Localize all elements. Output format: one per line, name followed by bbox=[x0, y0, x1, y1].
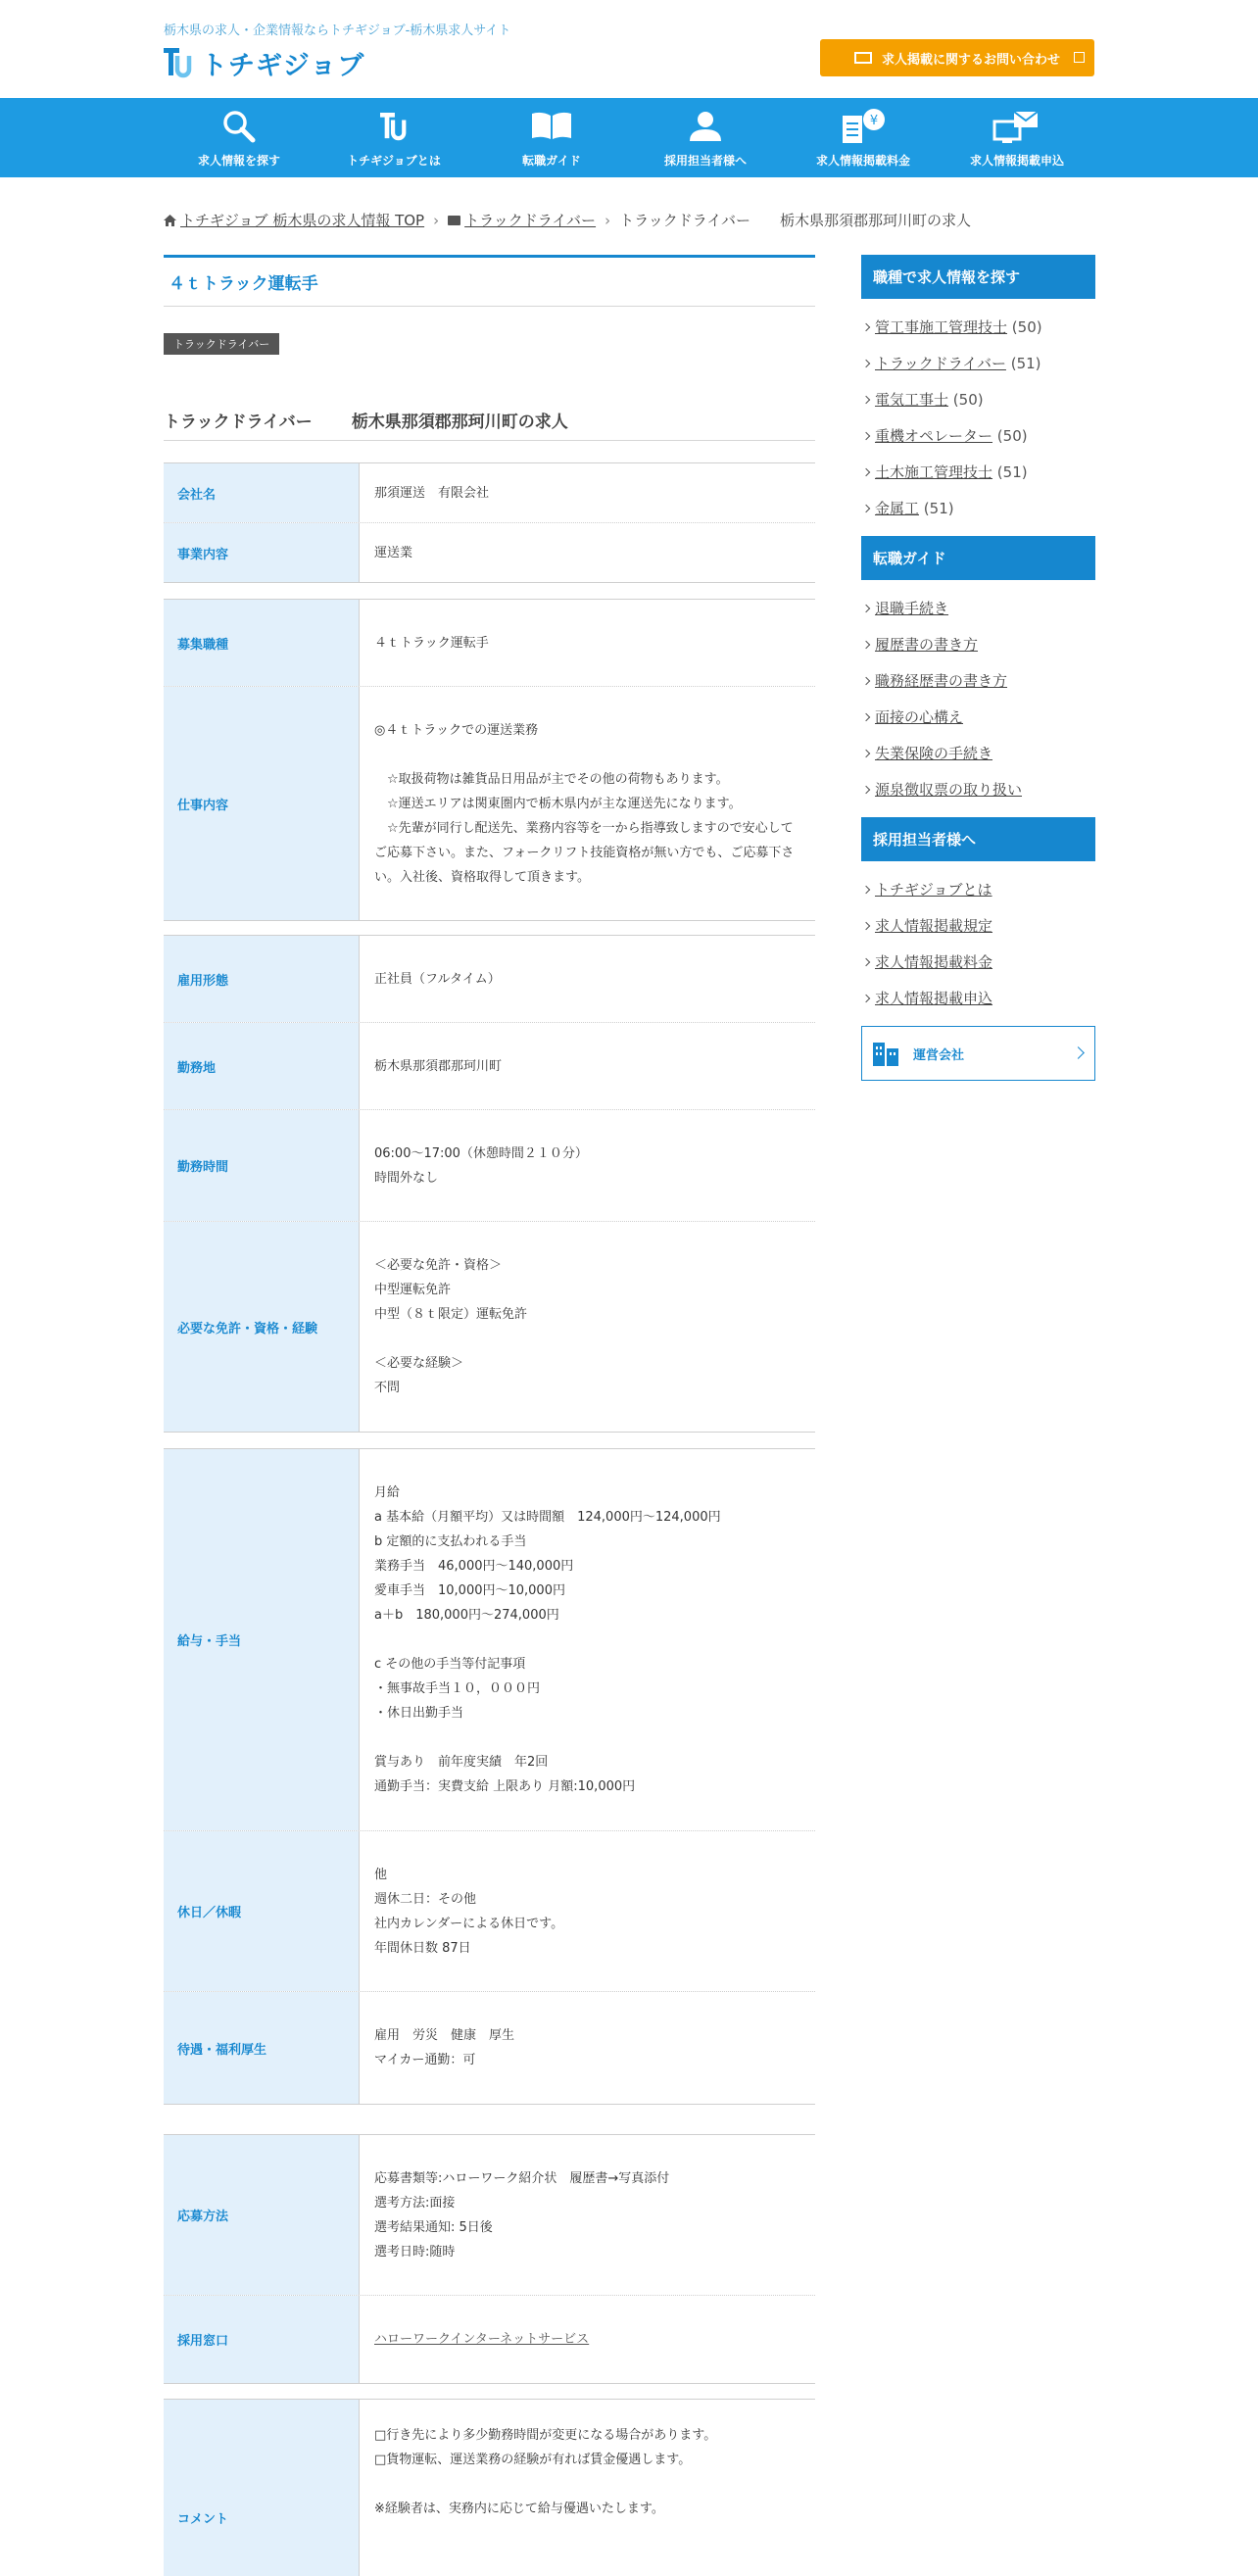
row-label: 募集職種 bbox=[164, 600, 360, 686]
nav-label: 転職ガイド bbox=[522, 154, 581, 168]
chevron-right-icon bbox=[862, 676, 870, 684]
sidebar-heading-recruiters: 採用担当者様へ bbox=[861, 817, 1095, 861]
chevron-right-icon bbox=[862, 957, 870, 965]
chevron-right-icon bbox=[862, 395, 870, 403]
row-label: 休日／休暇 bbox=[164, 1831, 360, 1991]
row-value: 運送業 bbox=[374, 545, 413, 560]
sidebar-item bbox=[861, 735, 1095, 771]
mail-icon bbox=[854, 52, 872, 64]
row-value: 他 週休二日：その他 社内カレンダーによる休日です。 年間休日数 87日 bbox=[374, 1867, 564, 1956]
info-row bbox=[164, 936, 815, 1023]
building-icon bbox=[872, 1041, 899, 1066]
row-value: 月給 a 基本給（月額平均）又は時間額 124,000円～124,000円 b 定額的に支払われる手当 業務手当 46,000円～140,000円 愛車手当 10,000円～10,000円 a＋b 180,000円～274,000円 c その他の手当等付記事項 ・無事故手当１０，０００円 ・休日出勤手当 賞与あり 前年度実績 年2回 通勤手当：実費支給 上限あり 月額:10,000円 bbox=[374, 1485, 721, 1794]
info-row bbox=[164, 2400, 815, 2576]
sidebar-item bbox=[861, 417, 1095, 454]
nav-item-recruiters[interactable] bbox=[632, 98, 779, 177]
sidebar-item bbox=[861, 381, 1095, 417]
nav-item-search[interactable] bbox=[166, 98, 313, 177]
subhead-place: 栃木県那須郡那珂川町の求人 bbox=[351, 413, 568, 432]
sidebar-item bbox=[861, 490, 1095, 526]
sidebar-item-link[interactable]: 職務経歴書の書き方 bbox=[875, 672, 1008, 690]
row-label: 待遇・福利厚生 bbox=[164, 1992, 360, 2104]
nav-item-pricing[interactable] bbox=[790, 98, 937, 177]
info-row bbox=[164, 600, 815, 687]
sidebar-item-link[interactable]: 重機オペレーター bbox=[875, 427, 993, 445]
sidebar-item-link[interactable]: 土木施工管理技士 bbox=[875, 463, 993, 481]
row-value: 正社員（フルタイム） bbox=[374, 971, 501, 987]
chevron-right-icon bbox=[862, 749, 870, 756]
hellowork-link[interactable]: ハローワークインターネットサービス bbox=[374, 2332, 590, 2347]
info-section-company bbox=[164, 462, 815, 583]
external-link-icon bbox=[1074, 52, 1085, 63]
chevron-right-icon bbox=[862, 994, 870, 1001]
sidebar-item bbox=[861, 980, 1095, 1016]
site-logo[interactable] bbox=[164, 43, 364, 82]
row-value: 雇用 労災 健康 厚生 マイカー通勤：可 bbox=[374, 2028, 515, 2067]
search-icon bbox=[222, 110, 256, 143]
row-value: ＜必要な免許・資格＞ 中型運転免許 中型（８ｔ限定）運転免許 ＜必要な経験＞ 不問 bbox=[374, 1258, 528, 1395]
sidebar-item bbox=[861, 662, 1095, 699]
info-row bbox=[164, 1023, 815, 1110]
sidebar-item-count: (50) bbox=[996, 426, 1028, 445]
logo-mark-icon bbox=[380, 110, 408, 143]
contact-button-label: 求人掲載に関するお問い合わせ bbox=[881, 52, 1060, 68]
row-label: 給与・手当 bbox=[164, 1449, 360, 1830]
breadcrumb-category-link[interactable]: トラックドライバー bbox=[464, 212, 597, 229]
subhead-job: トラックドライバー bbox=[164, 413, 313, 432]
nav-label: 求人情報掲載申込 bbox=[969, 154, 1064, 168]
chevron-right-icon bbox=[862, 785, 870, 793]
sidebar-item-link[interactable]: 求人情報掲載申込 bbox=[875, 990, 993, 1007]
row-label: 勤務地 bbox=[164, 1023, 360, 1109]
operator-company-button[interactable] bbox=[861, 1026, 1095, 1081]
info-row bbox=[164, 1992, 815, 2104]
sidebar-item-link[interactable]: 失業保険の手続き bbox=[875, 745, 993, 762]
sidebar bbox=[861, 255, 1095, 1081]
logo-mark-icon bbox=[164, 46, 193, 79]
nav-label: 採用担当者様へ bbox=[663, 154, 747, 168]
sidebar-heading-guide: 転職ガイド bbox=[861, 536, 1095, 580]
row-value: ４ｔトラック運転手 bbox=[374, 635, 489, 651]
info-section-conditions bbox=[164, 935, 815, 1433]
category-tag[interactable]: トラックドライバー bbox=[164, 333, 279, 355]
contact-button[interactable] bbox=[820, 39, 1094, 76]
row-label: 事業内容 bbox=[164, 523, 360, 582]
sidebar-item bbox=[861, 626, 1095, 662]
info-row bbox=[164, 523, 815, 582]
folder-icon bbox=[448, 216, 460, 225]
sidebar-item-link[interactable]: 求人情報掲載料金 bbox=[875, 953, 993, 971]
sidebar-item-link[interactable]: 履歴書の書き方 bbox=[875, 636, 979, 654]
row-label: 応募方法 bbox=[164, 2135, 360, 2295]
sidebar-item-link[interactable]: 求人情報掲載規定 bbox=[875, 917, 993, 935]
info-row bbox=[164, 1831, 815, 1992]
info-row bbox=[164, 2135, 815, 2296]
sidebar-item-link[interactable]: 面接の心構え bbox=[875, 708, 964, 726]
sidebar-list-jobtypes bbox=[861, 299, 1095, 536]
row-value: 栃木県那須郡那珂川町 bbox=[374, 1058, 503, 1074]
chevron-right-icon bbox=[862, 467, 870, 475]
sidebar-item-link[interactable]: 源泉徴収票の取り扱い bbox=[875, 781, 1023, 799]
chevron-right-icon: › bbox=[433, 211, 440, 229]
chevron-right-icon bbox=[862, 359, 870, 366]
sidebar-item bbox=[861, 454, 1095, 490]
info-row bbox=[164, 2296, 815, 2383]
nav-item-about[interactable] bbox=[320, 98, 467, 177]
row-value: ◎４ｔトラックでの運送業務 ☆取扱荷物は雑貨品日用品が主でその他の荷物もあります。 ☆運送エリアは関東圏内で栃木県内が主な運送先になります。 ☆先輩が同行し配送先、業務内容等を一から指導致しますので安心してご応募下さい。また、フォークリフト技能資格が無い方でも、ご応募下さい。入社後、資格取得して頂きます。 bbox=[374, 722, 795, 885]
sidebar-item-count: (50) bbox=[952, 390, 984, 409]
sidebar-item-link[interactable]: 退職手続き bbox=[875, 600, 949, 617]
breadcrumb bbox=[164, 210, 971, 230]
job-subheading bbox=[164, 408, 815, 441]
nav-item-guide[interactable] bbox=[478, 98, 625, 177]
sidebar-item bbox=[861, 590, 1095, 626]
nav-label: 求人情報掲載料金 bbox=[815, 154, 910, 168]
sidebar-item-count: (50) bbox=[1011, 317, 1042, 336]
info-row bbox=[164, 1110, 815, 1222]
sidebar-list-recruiters bbox=[861, 861, 1095, 1026]
svg-text:¥: ¥ bbox=[869, 114, 879, 128]
chevron-right-icon bbox=[862, 921, 870, 929]
row-value: 06:00～17:00（休憩時間２１０分） 時間外なし bbox=[374, 1145, 588, 1186]
sidebar-item-link[interactable]: 電気工事士 bbox=[875, 391, 949, 409]
info-row bbox=[164, 1222, 815, 1432]
nav-item-apply[interactable] bbox=[944, 98, 1090, 177]
row-value bbox=[360, 2296, 815, 2383]
row-value: 応募書類等:ハローワーク紹介状 履歴書→写真添付 選考方法:面接 選考結果通知: 5日後 選考日時:随時 bbox=[374, 2170, 670, 2260]
row-label: 必要な免許・資格・経験 bbox=[164, 1222, 360, 1432]
row-label: 勤務時間 bbox=[164, 1110, 360, 1221]
sidebar-item-link[interactable]: 金属工 bbox=[875, 500, 920, 517]
sidebar-item-count: (51) bbox=[996, 462, 1028, 481]
info-row bbox=[164, 1449, 815, 1831]
home-icon bbox=[164, 215, 176, 226]
site-tagline: 栃木県の求人・企業情報ならトチギジョブ-栃木県求人サイト bbox=[164, 24, 511, 38]
row-label: コメント bbox=[164, 2400, 360, 2576]
row-value: 那須運送 有限会社 bbox=[374, 485, 490, 501]
sidebar-item bbox=[861, 345, 1095, 381]
breadcrumb-home-link[interactable]: トチギジョブ 栃木県の求人情報 TOP bbox=[180, 212, 425, 229]
person-icon bbox=[688, 110, 723, 143]
logo-text: トチギジョブ bbox=[201, 50, 365, 81]
nav-label: トチギジョブとは bbox=[347, 154, 441, 168]
row-label: 仕事内容 bbox=[164, 687, 360, 920]
info-section-application bbox=[164, 2134, 815, 2384]
sidebar-item bbox=[861, 699, 1095, 735]
row-label: 雇用形態 bbox=[164, 936, 360, 1022]
job-title: ４ｔトラック運転手 bbox=[164, 255, 815, 307]
sidebar-item-count: (51) bbox=[1010, 354, 1041, 372]
book-icon bbox=[530, 110, 573, 141]
document-yen-icon bbox=[839, 108, 888, 147]
chevron-right-icon bbox=[1072, 1046, 1085, 1059]
sidebar-item-link[interactable]: 管工事施工管理技士 bbox=[875, 318, 1008, 336]
sidebar-item-count: (51) bbox=[923, 499, 954, 517]
sidebar-item-link[interactable]: トラックドライバー bbox=[875, 355, 1006, 372]
nav-label: 求人情報を探す bbox=[197, 154, 280, 168]
computer-mail-icon bbox=[992, 110, 1041, 147]
chevron-right-icon bbox=[862, 640, 870, 648]
global-nav bbox=[0, 98, 1258, 177]
info-section-salary bbox=[164, 1448, 815, 2105]
chevron-right-icon bbox=[862, 504, 870, 511]
sidebar-item bbox=[861, 309, 1095, 345]
row-value: □行き先により多少勤務時間が変更になる場合があります。 □貨物運転、運送業務の経験が有れば賃金優遇します。 ※経験者は、実務内に応じて給与優遇いたします。 bbox=[374, 2428, 717, 2516]
breadcrumb-current: トラックドライバー 栃木県那須郡那珂川町の求人 bbox=[619, 212, 972, 229]
sidebar-item bbox=[861, 871, 1095, 907]
job-detail bbox=[164, 255, 815, 2527]
info-row bbox=[164, 463, 815, 523]
info-section-job bbox=[164, 599, 815, 921]
chevron-right-icon bbox=[862, 604, 870, 611]
chevron-right-icon bbox=[862, 885, 870, 893]
info-section-comment bbox=[164, 2399, 815, 2536]
sidebar-heading-jobtypes: 職種で求人情報を探す bbox=[861, 255, 1095, 299]
sidebar-item-link[interactable]: トチギジョブとは bbox=[875, 881, 992, 899]
info-row bbox=[164, 687, 815, 920]
sidebar-item bbox=[861, 771, 1095, 807]
chevron-right-icon bbox=[862, 322, 870, 330]
row-label: 会社名 bbox=[164, 463, 360, 522]
sidebar-item bbox=[861, 944, 1095, 980]
row-label: 採用窓口 bbox=[164, 2296, 360, 2383]
chevron-right-icon bbox=[862, 712, 870, 720]
sidebar-item bbox=[861, 907, 1095, 944]
chevron-right-icon: › bbox=[605, 211, 611, 229]
chevron-right-icon bbox=[862, 431, 870, 439]
operator-label: 運営会社 bbox=[913, 1047, 965, 1063]
sidebar-list-guide bbox=[861, 580, 1095, 817]
